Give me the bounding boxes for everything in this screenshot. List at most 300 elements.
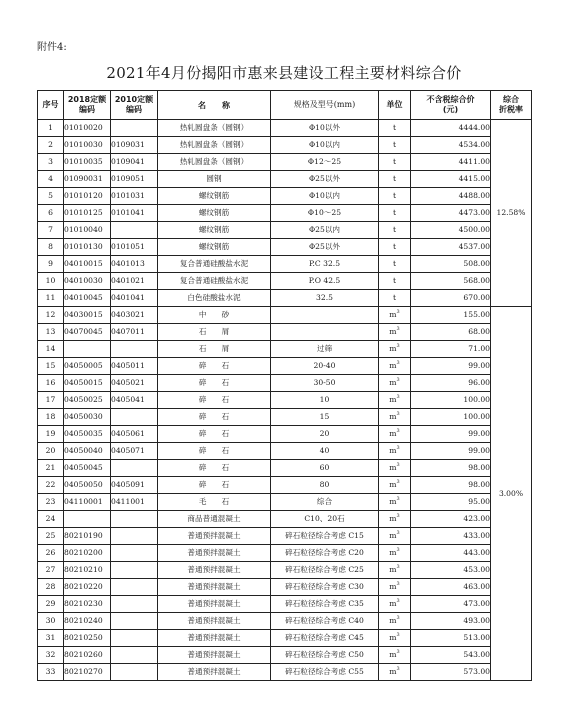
table-row bbox=[38, 222, 532, 239]
row-code-2018: 04050045 bbox=[64, 460, 111, 477]
row-code-2018: 80210220 bbox=[64, 579, 111, 596]
row-code-2018: 04010030 bbox=[64, 273, 111, 290]
row-code-2010 bbox=[111, 596, 158, 613]
row-unit: $m^3$ bbox=[379, 494, 411, 511]
table-row bbox=[38, 477, 532, 494]
row-unit: $m^3$ bbox=[379, 341, 411, 358]
unit-superscript: 3 bbox=[396, 666, 400, 672]
row-name: 毛 石 bbox=[158, 494, 271, 511]
row-price: 100.00 bbox=[411, 409, 491, 426]
row-name: 碎 石 bbox=[158, 409, 271, 426]
row-name: 普通预拌混凝土 bbox=[158, 545, 271, 562]
header-name: 名 称 bbox=[158, 91, 271, 120]
row-seq: 1 bbox=[38, 120, 64, 137]
row-price: 508.00 bbox=[411, 256, 491, 273]
row-seq: 24 bbox=[38, 511, 64, 528]
row-seq: 5 bbox=[38, 188, 64, 205]
row-spec: 过筛 bbox=[271, 341, 379, 358]
row-name: 普通预拌混凝土 bbox=[158, 613, 271, 630]
table-row bbox=[38, 579, 532, 596]
row-name: 白色硅酸盐水泥 bbox=[158, 290, 271, 307]
row-seq: 33 bbox=[38, 664, 64, 681]
row-seq: 13 bbox=[38, 324, 64, 341]
row-name: 碎 石 bbox=[158, 426, 271, 443]
row-seq: 12 bbox=[38, 307, 64, 324]
row-name: 热轧圆盘条（圆钢） bbox=[158, 137, 271, 154]
row-seq: 6 bbox=[38, 205, 64, 222]
row-code-2010 bbox=[111, 630, 158, 647]
row-code-2018: 80210190 bbox=[64, 528, 111, 545]
row-unit: t bbox=[379, 188, 411, 205]
row-code-2010 bbox=[111, 341, 158, 358]
row-unit: $m^3$ bbox=[379, 443, 411, 460]
unit-superscript: 3 bbox=[396, 598, 400, 604]
row-spec: 15 bbox=[271, 409, 379, 426]
unit-superscript: 3 bbox=[396, 377, 400, 383]
row-price: 4415.00 bbox=[411, 171, 491, 188]
row-seq: 29 bbox=[38, 596, 64, 613]
row-seq: 28 bbox=[38, 579, 64, 596]
row-spec: 40 bbox=[271, 443, 379, 460]
row-spec: C10、20石 bbox=[271, 511, 379, 528]
row-unit: $m^3$ bbox=[379, 375, 411, 392]
row-spec: Φ10以外 bbox=[271, 120, 379, 137]
row-seq: 7 bbox=[38, 222, 64, 239]
row-seq: 2 bbox=[38, 137, 64, 154]
row-unit: $m^3$ bbox=[379, 545, 411, 562]
unit-superscript: 3 bbox=[396, 547, 400, 553]
row-price: 99.00 bbox=[411, 358, 491, 375]
row-spec: Φ25以内 bbox=[271, 222, 379, 239]
row-price: 96.00 bbox=[411, 375, 491, 392]
row-price: 100.00 bbox=[411, 392, 491, 409]
row-spec: 20 bbox=[271, 426, 379, 443]
unit-superscript: 3 bbox=[396, 615, 400, 621]
row-unit: $m^3$ bbox=[379, 307, 411, 324]
row-spec: 碎石粒径综合考虑 C45 bbox=[271, 630, 379, 647]
row-spec bbox=[271, 307, 379, 324]
unit-superscript: 3 bbox=[396, 496, 400, 502]
row-code-2018: 04010015 bbox=[64, 256, 111, 273]
table-row bbox=[38, 188, 532, 205]
header-seq: 序号 bbox=[38, 91, 64, 120]
row-spec: 碎石粒径综合考虑 C40 bbox=[271, 613, 379, 630]
row-price: 473.00 bbox=[411, 596, 491, 613]
row-spec: 80 bbox=[271, 477, 379, 494]
row-spec: 20-40 bbox=[271, 358, 379, 375]
row-code-2018: 04010045 bbox=[64, 290, 111, 307]
row-seq: 32 bbox=[38, 647, 64, 664]
row-spec: 碎石粒径综合考虑 C55 bbox=[271, 664, 379, 681]
row-seq: 21 bbox=[38, 460, 64, 477]
row-code-2018: 80210200 bbox=[64, 545, 111, 562]
row-code-2010 bbox=[111, 579, 158, 596]
row-price: 463.00 bbox=[411, 579, 491, 596]
table-row bbox=[38, 426, 532, 443]
row-spec: 碎石粒径综合考虑 C15 bbox=[271, 528, 379, 545]
row-name: 螺纹钢筋 bbox=[158, 239, 271, 256]
row-code-2010: 0109051 bbox=[111, 171, 158, 188]
unit-superscript: 3 bbox=[396, 581, 400, 587]
table-row bbox=[38, 494, 532, 511]
unit-superscript: 3 bbox=[396, 428, 400, 434]
row-code-2018: 04070045 bbox=[64, 324, 111, 341]
row-code-2018: 01010125 bbox=[64, 205, 111, 222]
row-unit: $m^3$ bbox=[379, 460, 411, 477]
unit-superscript: 3 bbox=[396, 462, 400, 468]
table-row bbox=[38, 324, 532, 341]
row-unit: $m^3$ bbox=[379, 562, 411, 579]
row-name: 石 屑 bbox=[158, 324, 271, 341]
row-price: 4473.00 bbox=[411, 205, 491, 222]
row-name: 复合普通硅酸盐水泥 bbox=[158, 273, 271, 290]
row-code-2010: 0401013 bbox=[111, 256, 158, 273]
row-spec: 碎石粒径综合考虑 C30 bbox=[271, 579, 379, 596]
row-name: 碎 石 bbox=[158, 477, 271, 494]
row-unit: $m^3$ bbox=[379, 664, 411, 681]
row-code-2010 bbox=[111, 460, 158, 477]
table-row bbox=[38, 528, 532, 545]
table-row bbox=[38, 562, 532, 579]
row-code-2010: 0101051 bbox=[111, 239, 158, 256]
row-unit: $m^3$ bbox=[379, 528, 411, 545]
row-name: 螺纹钢筋 bbox=[158, 205, 271, 222]
table-header-row bbox=[38, 91, 532, 120]
row-unit: t bbox=[379, 290, 411, 307]
row-spec: 碎石粒径综合考虑 C50 bbox=[271, 647, 379, 664]
row-seq: 25 bbox=[38, 528, 64, 545]
row-code-2010: 0407011 bbox=[111, 324, 158, 341]
row-seq: 15 bbox=[38, 358, 64, 375]
row-price: 98.00 bbox=[411, 460, 491, 477]
unit-superscript: 3 bbox=[396, 326, 400, 332]
row-price: 4444.00 bbox=[411, 120, 491, 137]
row-spec: P.C 32.5 bbox=[271, 256, 379, 273]
row-name: 碎 石 bbox=[158, 358, 271, 375]
table-row bbox=[38, 341, 532, 358]
row-code-2018: 01090031 bbox=[64, 171, 111, 188]
row-unit: $m^3$ bbox=[379, 409, 411, 426]
row-code-2010 bbox=[111, 647, 158, 664]
row-seq: 11 bbox=[38, 290, 64, 307]
header-spec: 规格及型号(mm) bbox=[271, 91, 379, 120]
row-code-2010 bbox=[111, 222, 158, 239]
row-unit: $m^3$ bbox=[379, 613, 411, 630]
row-price: 513.00 bbox=[411, 630, 491, 647]
unit-superscript: 3 bbox=[396, 564, 400, 570]
table-row bbox=[38, 154, 532, 171]
row-spec: Φ25以外 bbox=[271, 239, 379, 256]
row-seq: 20 bbox=[38, 443, 64, 460]
header-rate: 综合 折税率 bbox=[491, 91, 532, 120]
row-price: 493.00 bbox=[411, 613, 491, 630]
unit-superscript: 3 bbox=[396, 394, 400, 400]
row-seq: 31 bbox=[38, 630, 64, 647]
row-code-2018: 04050050 bbox=[64, 477, 111, 494]
unit-superscript: 3 bbox=[396, 632, 400, 638]
row-unit: $m^3$ bbox=[379, 426, 411, 443]
row-code-2010: 0403021 bbox=[111, 307, 158, 324]
row-name: 复合普通硅酸盐水泥 bbox=[158, 256, 271, 273]
row-seq: 26 bbox=[38, 545, 64, 562]
row-code-2010 bbox=[111, 545, 158, 562]
table-row bbox=[38, 290, 532, 307]
row-code-2018: 01010130 bbox=[64, 239, 111, 256]
row-spec: 32.5 bbox=[271, 290, 379, 307]
row-code-2018: 04050030 bbox=[64, 409, 111, 426]
table-row bbox=[38, 392, 532, 409]
row-unit: $m^3$ bbox=[379, 596, 411, 613]
row-spec: Φ10以内 bbox=[271, 137, 379, 154]
table-row bbox=[38, 205, 532, 222]
row-spec: Φ10以内 bbox=[271, 188, 379, 205]
row-code-2010 bbox=[111, 409, 158, 426]
row-price: 453.00 bbox=[411, 562, 491, 579]
row-code-2018: 01010120 bbox=[64, 188, 111, 205]
unit-superscript: 3 bbox=[396, 309, 400, 315]
row-price: 543.00 bbox=[411, 647, 491, 664]
table-row bbox=[38, 239, 532, 256]
row-code-2010 bbox=[111, 613, 158, 630]
row-code-2018: 80210250 bbox=[64, 630, 111, 647]
row-name: 碎 石 bbox=[158, 392, 271, 409]
row-spec: 30-50 bbox=[271, 375, 379, 392]
table-row bbox=[38, 171, 532, 188]
row-code-2018: 80210210 bbox=[64, 562, 111, 579]
unit-superscript: 3 bbox=[396, 411, 400, 417]
row-code-2010 bbox=[111, 511, 158, 528]
row-code-2018: 80210230 bbox=[64, 596, 111, 613]
row-code-2018: 80210260 bbox=[64, 647, 111, 664]
row-unit: $m^3$ bbox=[379, 477, 411, 494]
row-spec: 10 bbox=[271, 392, 379, 409]
row-spec: Φ25以外 bbox=[271, 171, 379, 188]
header-unit: 单位 bbox=[379, 91, 411, 120]
row-unit: t bbox=[379, 171, 411, 188]
row-code-2018: 01010030 bbox=[64, 137, 111, 154]
row-code-2010: 0405091 bbox=[111, 477, 158, 494]
table-row bbox=[38, 647, 532, 664]
row-code-2010: 0411001 bbox=[111, 494, 158, 511]
row-code-2018: 80210240 bbox=[64, 613, 111, 630]
row-seq: 4 bbox=[38, 171, 64, 188]
row-price: 4411.00 bbox=[411, 154, 491, 171]
row-code-2018: 04050040 bbox=[64, 443, 111, 460]
row-unit: $m^3$ bbox=[379, 647, 411, 664]
row-seq: 30 bbox=[38, 613, 64, 630]
row-name: 热轧圆盘条（圆钢） bbox=[158, 120, 271, 137]
table-row bbox=[38, 273, 532, 290]
row-code-2018: 04030015 bbox=[64, 307, 111, 324]
row-code-2010: 0401021 bbox=[111, 273, 158, 290]
row-code-2010: 0405071 bbox=[111, 443, 158, 460]
row-seq: 27 bbox=[38, 562, 64, 579]
row-seq: 23 bbox=[38, 494, 64, 511]
row-seq: 9 bbox=[38, 256, 64, 273]
attachment-label: 附件4: bbox=[37, 42, 67, 53]
row-unit: t bbox=[379, 273, 411, 290]
row-code-2010: 0405011 bbox=[111, 358, 158, 375]
row-name: 普通预拌混凝土 bbox=[158, 630, 271, 647]
row-name: 普通预拌混凝土 bbox=[158, 528, 271, 545]
row-name: 普通预拌混凝土 bbox=[158, 664, 271, 681]
unit-superscript: 3 bbox=[396, 343, 400, 349]
row-code-2010: 0101031 bbox=[111, 188, 158, 205]
row-unit: t bbox=[379, 120, 411, 137]
row-seq: 16 bbox=[38, 375, 64, 392]
row-code-2018: 04110001 bbox=[64, 494, 111, 511]
row-unit: t bbox=[379, 239, 411, 256]
table-row bbox=[38, 613, 532, 630]
row-name: 中 砂 bbox=[158, 307, 271, 324]
row-spec bbox=[271, 324, 379, 341]
row-spec: 碎石粒径综合考虑 C25 bbox=[271, 562, 379, 579]
row-unit: $m^3$ bbox=[379, 358, 411, 375]
row-unit: $m^3$ bbox=[379, 392, 411, 409]
row-spec: Φ12～25 bbox=[271, 154, 379, 171]
row-code-2018: 01010035 bbox=[64, 154, 111, 171]
page-title: 2021年4月份揭阳市惠来县建设工程主要材料综合价 bbox=[106, 64, 462, 82]
row-seq: 14 bbox=[38, 341, 64, 358]
row-price: 155.00 bbox=[411, 307, 491, 324]
table-row bbox=[38, 460, 532, 477]
row-unit: $m^3$ bbox=[379, 579, 411, 596]
row-price: 99.00 bbox=[411, 426, 491, 443]
row-spec: Φ10～25 bbox=[271, 205, 379, 222]
row-price: 4534.00 bbox=[411, 137, 491, 154]
row-price: 433.00 bbox=[411, 528, 491, 545]
row-name: 碎 石 bbox=[158, 460, 271, 477]
row-price: 568.00 bbox=[411, 273, 491, 290]
row-spec: 碎石粒径综合考虑 C35 bbox=[271, 596, 379, 613]
row-code-2010: 0405041 bbox=[111, 392, 158, 409]
row-code-2010 bbox=[111, 528, 158, 545]
row-unit: $m^3$ bbox=[379, 511, 411, 528]
row-unit: t bbox=[379, 205, 411, 222]
header-price: 不含税综合价 (元) bbox=[411, 91, 491, 120]
row-price: 95.00 bbox=[411, 494, 491, 511]
materials-price-table bbox=[37, 90, 532, 681]
table-row bbox=[38, 511, 532, 528]
row-seq: 8 bbox=[38, 239, 64, 256]
row-price: 573.00 bbox=[411, 664, 491, 681]
row-seq: 22 bbox=[38, 477, 64, 494]
row-price: 4537.00 bbox=[411, 239, 491, 256]
row-price: 99.00 bbox=[411, 443, 491, 460]
row-price: 4488.00 bbox=[411, 188, 491, 205]
row-spec: 60 bbox=[271, 460, 379, 477]
row-seq: 17 bbox=[38, 392, 64, 409]
row-name: 普通预拌混凝土 bbox=[158, 562, 271, 579]
table-row bbox=[38, 443, 532, 460]
table-row bbox=[38, 409, 532, 426]
row-code-2010 bbox=[111, 664, 158, 681]
table-row bbox=[38, 630, 532, 647]
row-name: 石 屑 bbox=[158, 341, 271, 358]
row-code-2018: 04050015 bbox=[64, 375, 111, 392]
row-price: 670.00 bbox=[411, 290, 491, 307]
row-price: 68.00 bbox=[411, 324, 491, 341]
row-code-2010: 0109041 bbox=[111, 154, 158, 171]
row-unit: t bbox=[379, 154, 411, 171]
row-code-2010 bbox=[111, 120, 158, 137]
table-row bbox=[38, 256, 532, 273]
table-row bbox=[38, 664, 532, 681]
row-seq: 3 bbox=[38, 154, 64, 171]
row-name: 普通预拌混凝土 bbox=[158, 579, 271, 596]
row-name: 热轧圆盘条（圆钢） bbox=[158, 154, 271, 171]
table-row bbox=[38, 307, 532, 324]
row-seq: 19 bbox=[38, 426, 64, 443]
row-name: 商品普通混凝土 bbox=[158, 511, 271, 528]
row-seq: 10 bbox=[38, 273, 64, 290]
row-price: 4500.00 bbox=[411, 222, 491, 239]
row-code-2018: 04050025 bbox=[64, 392, 111, 409]
row-code-2010: 0405061 bbox=[111, 426, 158, 443]
row-code-2010: 0401041 bbox=[111, 290, 158, 307]
row-code-2018: 04050005 bbox=[64, 358, 111, 375]
rate-cell: 3.00% bbox=[491, 307, 532, 681]
row-code-2018: 04050035 bbox=[64, 426, 111, 443]
unit-superscript: 3 bbox=[396, 479, 400, 485]
row-unit: $m^3$ bbox=[379, 324, 411, 341]
row-unit: $m^3$ bbox=[379, 630, 411, 647]
row-code-2018 bbox=[64, 511, 111, 528]
row-name: 螺纹钢筋 bbox=[158, 188, 271, 205]
unit-superscript: 3 bbox=[396, 513, 400, 519]
unit-superscript: 3 bbox=[396, 445, 400, 451]
row-name: 普通预拌混凝土 bbox=[158, 647, 271, 664]
table-row bbox=[38, 137, 532, 154]
table-row bbox=[38, 375, 532, 392]
row-price: 98.00 bbox=[411, 477, 491, 494]
unit-superscript: 3 bbox=[396, 360, 400, 366]
row-name: 碎 石 bbox=[158, 443, 271, 460]
row-price: 443.00 bbox=[411, 545, 491, 562]
row-unit: t bbox=[379, 222, 411, 239]
row-name: 普通预拌混凝土 bbox=[158, 596, 271, 613]
unit-superscript: 3 bbox=[396, 649, 400, 655]
row-price: 423.00 bbox=[411, 511, 491, 528]
row-name: 圆钢 bbox=[158, 171, 271, 188]
table-row bbox=[38, 358, 532, 375]
rate-cell: 12.58% bbox=[491, 120, 532, 307]
header-code-2010: 2010定额 编码 bbox=[111, 91, 158, 120]
table-row bbox=[38, 545, 532, 562]
row-code-2010: 0405021 bbox=[111, 375, 158, 392]
row-spec: 综合 bbox=[271, 494, 379, 511]
row-price: 71.00 bbox=[411, 341, 491, 358]
row-code-2010 bbox=[111, 562, 158, 579]
row-name: 碎 石 bbox=[158, 375, 271, 392]
table-row bbox=[38, 596, 532, 613]
row-code-2018: 01010040 bbox=[64, 222, 111, 239]
row-name: 螺纹钢筋 bbox=[158, 222, 271, 239]
row-code-2010: 0101041 bbox=[111, 205, 158, 222]
row-code-2018 bbox=[64, 341, 111, 358]
header-code-2018: 2018定额 编码 bbox=[64, 91, 111, 120]
table-row bbox=[38, 120, 532, 137]
unit-superscript: 3 bbox=[396, 530, 400, 536]
row-code-2018: 01010020 bbox=[64, 120, 111, 137]
row-unit: t bbox=[379, 137, 411, 154]
row-seq: 18 bbox=[38, 409, 64, 426]
row-spec: 碎石粒径综合考虑 C20 bbox=[271, 545, 379, 562]
row-code-2018: 80210270 bbox=[64, 664, 111, 681]
row-code-2010: 0109031 bbox=[111, 137, 158, 154]
row-spec: P.O 42.5 bbox=[271, 273, 379, 290]
row-unit: t bbox=[379, 256, 411, 273]
